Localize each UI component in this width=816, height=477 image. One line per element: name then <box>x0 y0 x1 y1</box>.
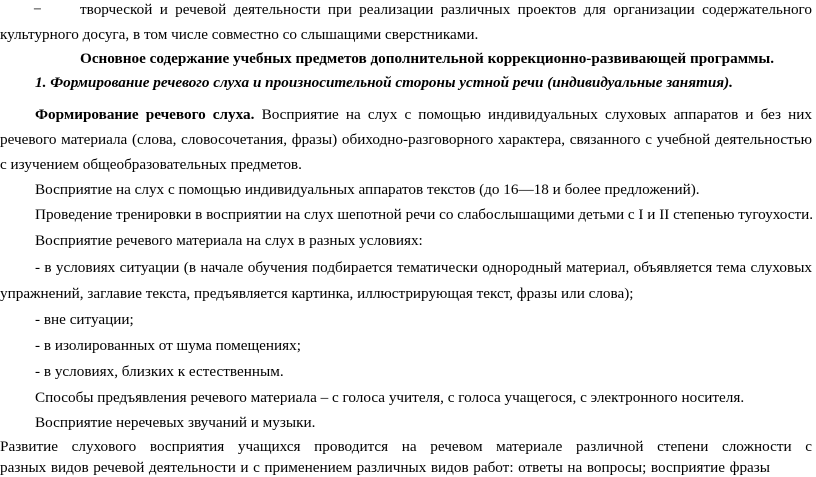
list-item: - в условиях, близких к естественным. <box>35 363 284 380</box>
list-item: - вне ситуации; <box>35 311 134 328</box>
text-line: Проведение тренировки в восприятии на слух шепотной речи со слабослышащими детьми с I и II степенью тугоухости. <box>35 206 814 223</box>
text-line: Способы предъявления речевого материала – с голоса учителя, с голоса учащегося, с электронного носителя. <box>35 389 745 406</box>
paragraph-first-line <box>35 106 812 124</box>
subsection-heading: 1. Формирование речевого слуха и произносительной стороны устной речи (индивидуальные занятия). <box>35 74 733 91</box>
text-line: упражнений, заглавие текста, предъявляется картинка, иллюстрирующая текст, фразы или слова); <box>0 285 634 302</box>
text-line: с изучением общеобразовательных предметов. <box>0 156 302 173</box>
list-item: - в условиях ситуации (в начале обучения подбирается тематически однородный материал, объявляется тема слуховых <box>35 259 812 276</box>
text-line: Восприятие на слух с помощью индивидуальных аппаратов текстов (до 16—18 и более предложений). <box>35 181 700 198</box>
list-item: - в изолированных от шума помещениях; <box>35 337 301 354</box>
paragraph-text: Восприятие на слух с помощью индивидуальных слуховых аппаратов и без них <box>261 106 812 123</box>
text-line: Восприятие речевого материала на слух в разных условиях: <box>35 232 423 249</box>
text-line: речевого материала (слова, словосочетания, фразы) обиходно-разговорного характера, связанного с учебной деятельностью <box>0 131 812 148</box>
text-line: культурного досуга, в том числе совместно со слышащими сверстниками. <box>0 26 479 43</box>
list-dash: − <box>33 1 42 18</box>
paragraph-lead: Формирование речевого слуха. <box>35 106 255 123</box>
text-line: Развитие слухового восприятия учащихся проводится на речевом материале различной степени сложности с <box>0 438 812 455</box>
text-line: разных видов речевой деятельности и с применением различных видов работ: ответы на вопросы; восприятие фразы <box>0 459 770 476</box>
section-heading: Основное содержание учебных предметов дополнительной коррекционно-развивающей программы. <box>80 50 775 67</box>
text-line: Восприятие неречевых звучаний и музыки. <box>35 414 316 431</box>
text-line: творческой и речевой деятельности при реализации различных проектов для организации содержательного <box>80 1 812 18</box>
